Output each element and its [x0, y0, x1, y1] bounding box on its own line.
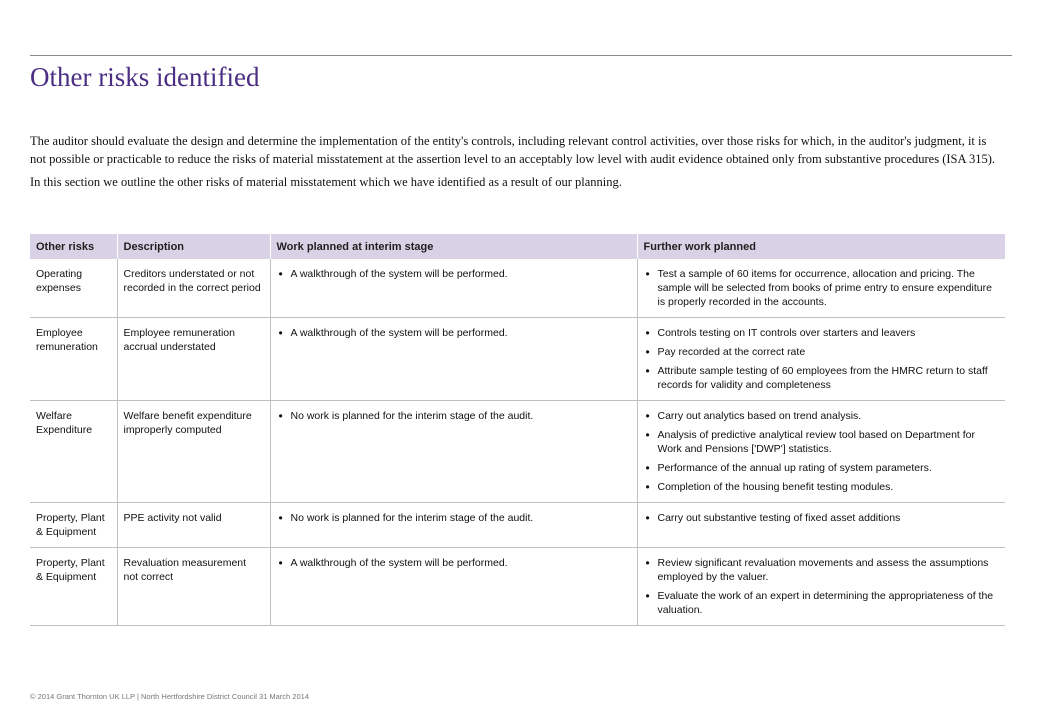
- other-risks-table: [30, 234, 1005, 626]
- list-item: • Carry out substantive testing of fixed asset additions: [644, 511, 1000, 525]
- list-item: • No work is planned for the interim stage of the audit.: [277, 409, 631, 423]
- list-item: • Carry out analytics based on trend analysis.: [644, 409, 1000, 423]
- list-item: • No work is planned for the interim stage of the audit.: [277, 511, 631, 525]
- table-row: [30, 259, 1005, 318]
- top-divider: [30, 55, 1012, 56]
- table-row: [30, 503, 1005, 548]
- table-row: [30, 401, 1005, 503]
- intro-paragraph: In this section we outline the other risks of material misstatement which we have identified as a result of our planning.: [30, 175, 622, 189]
- list-item: • A walkthrough of the system will be performed.: [277, 326, 631, 340]
- further-work-cell: [637, 259, 1005, 318]
- further-work-cell: [637, 503, 1005, 548]
- interim-work-cell: [270, 259, 637, 318]
- list-item: • A walkthrough of the system will be performed.: [277, 556, 631, 570]
- list-item: • A walkthrough of the system will be performed.: [277, 267, 631, 281]
- further-work-cell: [637, 401, 1005, 503]
- column-header: Other risks: [30, 234, 117, 259]
- page-title: Other risks identified: [30, 62, 260, 92]
- risk-cell: Employee remuneration: [30, 318, 117, 401]
- description-cell: Employee remuneration accrual understated: [117, 318, 270, 401]
- description-cell: Revaluation measurement not correct: [117, 548, 270, 626]
- list-item: • Analysis of predictive analytical review tool based on Department for Work and Pensions ['DWP'] statistics.: [644, 428, 1000, 456]
- table-header-row: [30, 234, 1005, 259]
- list-item: • Completion of the housing benefit testing modules.: [644, 480, 1000, 494]
- interim-work-cell: [270, 548, 637, 626]
- column-header: Description: [117, 234, 270, 259]
- intro-paragraph: The auditor should evaluate the design and determine the implementation of the entity's controls, including relevant control activities, over those risks for which, in the auditor's judgment, it is not possible or practicable to reduce the risks of material misstatement at the assertion level to an acceptably low level with audit evidence obtained only from substantive procedures (ISA 315).: [30, 134, 995, 166]
- risk-cell: Property, Plant & Equipment: [30, 548, 117, 626]
- interim-work-cell: [270, 503, 637, 548]
- list-item: • Performance of the annual up rating of system parameters.: [644, 461, 1000, 475]
- list-item: • Controls testing on IT controls over starters and leavers: [644, 326, 1000, 340]
- table-row: [30, 548, 1005, 626]
- list-item: • Pay recorded at the correct rate: [644, 345, 1000, 359]
- column-header: Further work planned: [637, 234, 1005, 259]
- table-row: [30, 318, 1005, 401]
- page-footer: © 2014 Grant Thornton UK LLP | North Hertfordshire District Council 31 March 2014: [30, 692, 309, 701]
- list-item: • Test a sample of 60 items for occurrence, allocation and pricing. The sample will be selected from books of prime entry to ensure expenditure is properly recorded in the accounts.: [644, 267, 1000, 309]
- column-header: Work planned at interim stage: [270, 234, 637, 259]
- risk-cell: Welfare Expenditure: [30, 401, 117, 503]
- further-work-cell: [637, 548, 1005, 626]
- list-item: • Attribute sample testing of 60 employees from the HMRC return to staff records for validity and completeness: [644, 364, 1000, 392]
- risk-cell: Operating expenses: [30, 259, 117, 318]
- description-cell: Welfare benefit expenditure improperly computed: [117, 401, 270, 503]
- risk-cell: Property, Plant & Equipment: [30, 503, 117, 548]
- description-cell: PPE activity not valid: [117, 503, 270, 548]
- interim-work-cell: [270, 401, 637, 503]
- list-item: • Evaluate the work of an expert in determining the appropriateness of the valuation.: [644, 589, 1000, 617]
- interim-work-cell: [270, 318, 637, 401]
- intro-text: [30, 133, 1005, 198]
- further-work-cell: [637, 318, 1005, 401]
- description-cell: Creditors understated or not recorded in the correct period: [117, 259, 270, 318]
- list-item: • Review significant revaluation movements and assess the assumptions employed by the valuer.: [644, 556, 1000, 584]
